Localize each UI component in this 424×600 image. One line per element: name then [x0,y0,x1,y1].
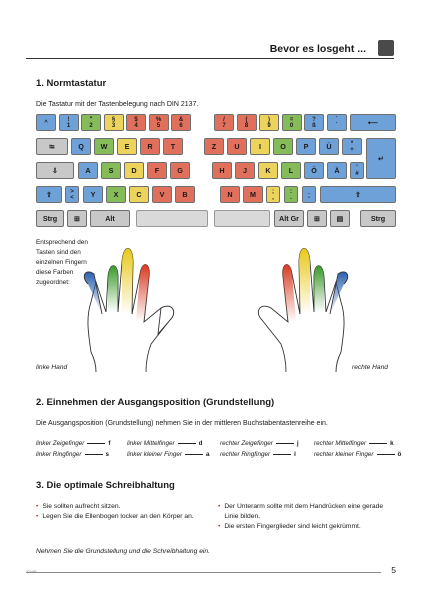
key-1: ! 1 [59,114,79,131]
key-j: J [235,162,255,179]
key-strg-left: Strg [36,210,64,227]
key-2: " 2 [81,114,101,131]
key-5: % 5 [149,114,169,131]
page-title: Bevor es losgeht ... [269,43,366,55]
key-3: § 3 [104,114,124,131]
key-v: V [152,186,172,203]
closing-instruction: Nehmen Sie die Grundstellung und die Schreibhaltung ein. [36,548,210,555]
finger-cell: rechter Mittelfinger k [314,440,394,447]
key-f: F [147,162,167,179]
right-bullets [218,502,393,532]
key-a: A [78,162,98,179]
key-o: O [273,138,293,155]
finger-cell: linker Zeigefinger f [36,440,111,447]
hands-illustration [36,232,396,382]
footer-code: 11105 [26,569,37,574]
key-0: = 0 [282,114,302,131]
key-k: K [258,162,278,179]
key-windows: ⊞ [67,210,87,227]
header-marker [378,40,394,56]
key-b: B [175,186,195,203]
keyboard-diagram [36,114,396,232]
key-backspace: ⟵ [350,114,396,131]
left-hand [84,249,173,373]
left-hand-label: linke Hand [36,364,68,371]
key-n: N [220,186,240,203]
key-shift-right: ⇧ [320,186,396,203]
right-hand [258,249,347,373]
key-x: X [106,186,126,203]
key-´: ` ´ [327,114,347,131]
key-c: C [129,186,149,203]
page-number: 5 [391,565,396,575]
bullet-item: • Die ersten Fingerglieder sind leicht gekrümmt. [218,523,361,530]
key-plus: * + [342,138,362,155]
finger-cell: linker Mittelfinger d [127,440,203,447]
finger-cell: linker Ringfinger s [36,451,110,458]
finger-cell: rechter kleiner Finger ö [314,451,402,458]
left-bullets [36,502,211,522]
key-q: Q [71,138,91,155]
key-shift-left: ⇧ [36,186,62,203]
key-alt: Alt [90,210,130,227]
key-r: R [140,138,160,155]
key-dash: _ - [302,186,316,203]
section3-heading: 3. Die optimale Schreibhaltung [36,480,175,491]
key-comma: ; , [266,186,280,203]
key-strg-right: Strg [360,210,396,227]
footer-rule [26,572,381,573]
key-9: ) 9 [259,114,279,131]
key-alt-gr: Alt Gr [274,210,304,227]
key-space-left [136,210,208,227]
key-enter: ↵ [366,138,396,179]
key-tab: ⭾ [36,138,68,155]
key-ö: Ö [304,162,324,179]
key-d: D [124,162,144,179]
key-i: I [250,138,270,155]
section1-heading: 1. Normtastatur [36,78,107,89]
key-w: W [94,138,114,155]
section1-text: Die Tastatur mit der Tastenbelegung nach DIN 2137. [36,101,199,108]
key-hash: ' # [350,162,364,179]
key-e: E [117,138,137,155]
finger-cell: linker kleiner Finger a [127,451,210,458]
key-8: ( 8 [237,114,257,131]
key-z: Z [204,138,224,155]
key-t: T [163,138,183,155]
key-ä: Ä [327,162,347,179]
key-windows-right: ⊞ [307,210,327,227]
right-hand-label: rechte Hand [352,364,388,371]
key-4: $ 4 [126,114,146,131]
key-space-right [214,210,270,227]
finger-cell: rechter Zeigefinger j [220,440,299,447]
key-^: ^ [36,114,56,131]
page-footer [26,565,396,575]
section2-heading: 2. Einnehmen der Ausgangsposition (Grundstellung) [36,397,275,408]
key-menu: ▤ [330,210,350,227]
hands-intro: Entsprechend den Tasten sind den einzelnen Fingern diese Farben zugeordnet: [36,239,88,286]
key-6: & 6 [171,114,191,131]
key-angle: > < [65,186,79,203]
key-ü: Ü [319,138,339,155]
section2-text: Die Ausgangsposition (Grundstellung) nehmen Sie in der mittleren Buchstabentastenreihe ein. [36,420,328,427]
key-l: L [281,162,301,179]
finger-cell: rechter Ringfinger l [220,451,296,458]
page-header [26,40,394,62]
key-p: P [296,138,316,155]
key-h: H [212,162,232,179]
key-7: / 7 [214,114,234,131]
header-rule [26,58,394,59]
key-g: G [170,162,190,179]
key-y: Y [83,186,103,203]
key-period: : . [284,186,298,203]
key-caps-lock: ⇩ [36,162,74,179]
bullet-item: • Der Unterarm sollte mit dem Handrücken eine gerade Linie bilden. [218,503,384,520]
key-s: S [101,162,121,179]
key-u: U [227,138,247,155]
key-m: M [243,186,263,203]
key-ß: ? ß [304,114,324,131]
bullet-item: • Sie sollten aufrecht sitzen. [36,503,121,510]
bullet-item: • Legen Sie die Ellenbogen locker an den Körper an. [36,513,194,520]
